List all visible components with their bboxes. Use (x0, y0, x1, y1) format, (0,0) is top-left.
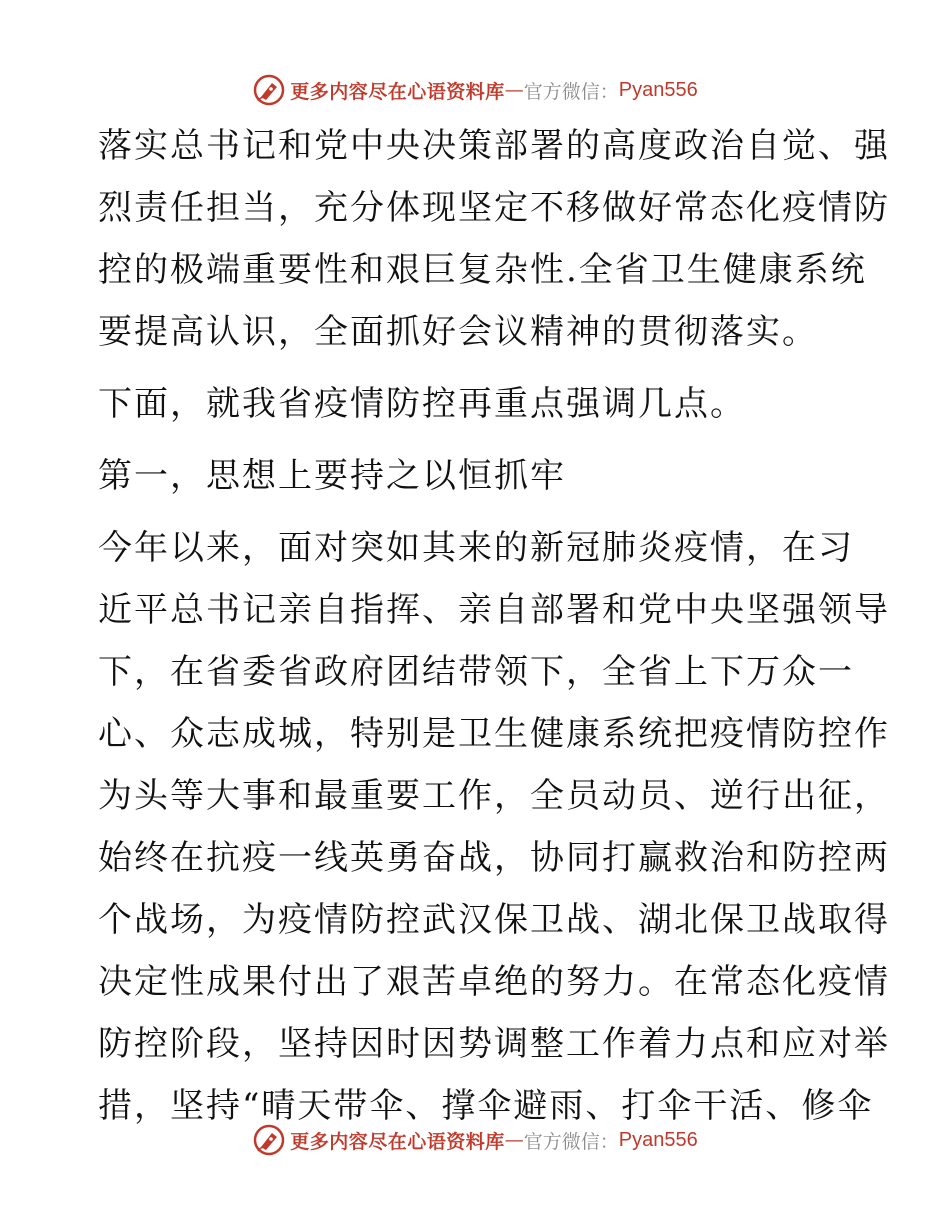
text-line: 决定性成果付出了艰苦卓绝的努力。在常态化疫情 (98, 962, 890, 1002)
text-line: 近平总书记亲自指挥、亲自部署和党中央坚强领导 (98, 590, 890, 630)
footer-official-label: 官方微信： (523, 1130, 619, 1153)
document-body (98, 124, 890, 1146)
pen-nib-logo-icon (252, 73, 286, 107)
header-banner (0, 72, 950, 108)
footer-dash: — (504, 1129, 524, 1151)
paragraph-4 (98, 526, 890, 1129)
paragraph-1 (98, 124, 890, 355)
text-line: 烈责任担当，充分体现坚定不移做好常态化疫情防 (98, 188, 890, 228)
text-line: 始终在抗疫一线英勇奋战，协同打赢救治和防控两 (98, 838, 890, 878)
header-wechat-id: Pyan556 (618, 78, 698, 101)
text-line: 控的极端重要性和艰巨复杂性.全省卫生健康系统 (98, 250, 867, 290)
footer-brand-text: 更多内容尽在心语资料库 (290, 1130, 505, 1153)
header-brand-text: 更多内容尽在心语资料库 (290, 80, 505, 103)
text-line: 个战场，为疫情防控武汉保卫战、湖北保卫战取得 (98, 900, 890, 940)
header-dash: — (504, 79, 524, 101)
footer-wechat-id: Pyan556 (618, 1128, 698, 1151)
footer-banner (0, 1122, 950, 1158)
section-heading: 第一，思想上要持之以恒抓牢 (98, 456, 566, 496)
text-line: 心、众志成城，特别是卫生健康系统把疫情防控作 (98, 714, 890, 754)
text-line: 下，在省委省政府团结带领下，全省上下万众一 (98, 652, 854, 692)
text-line: 措，坚持“晴天带伞、撑伞避雨、打伞干活、修伞 (98, 1086, 874, 1126)
text-line: 为头等大事和最重要工作，全员动员、逆行出征， (98, 776, 890, 816)
text-line: 防控阶段，坚持因时因势调整工作着力点和应对举 (98, 1024, 890, 1064)
paragraph-2: 下面，就我省疫情防控再重点强调几点。 (98, 384, 746, 424)
text-line: 要提高认识，全面抓好会议精神的贯彻落实。 (98, 312, 818, 352)
text-line: 落实总书记和党中央决策部署的高度政治自觉、强 (98, 126, 890, 166)
pen-nib-logo-icon (252, 1123, 286, 1157)
text-line: 今年以来，面对突如其来的新冠肺炎疫情，在习 (98, 528, 854, 568)
header-official-label: 官方微信： (523, 80, 619, 103)
